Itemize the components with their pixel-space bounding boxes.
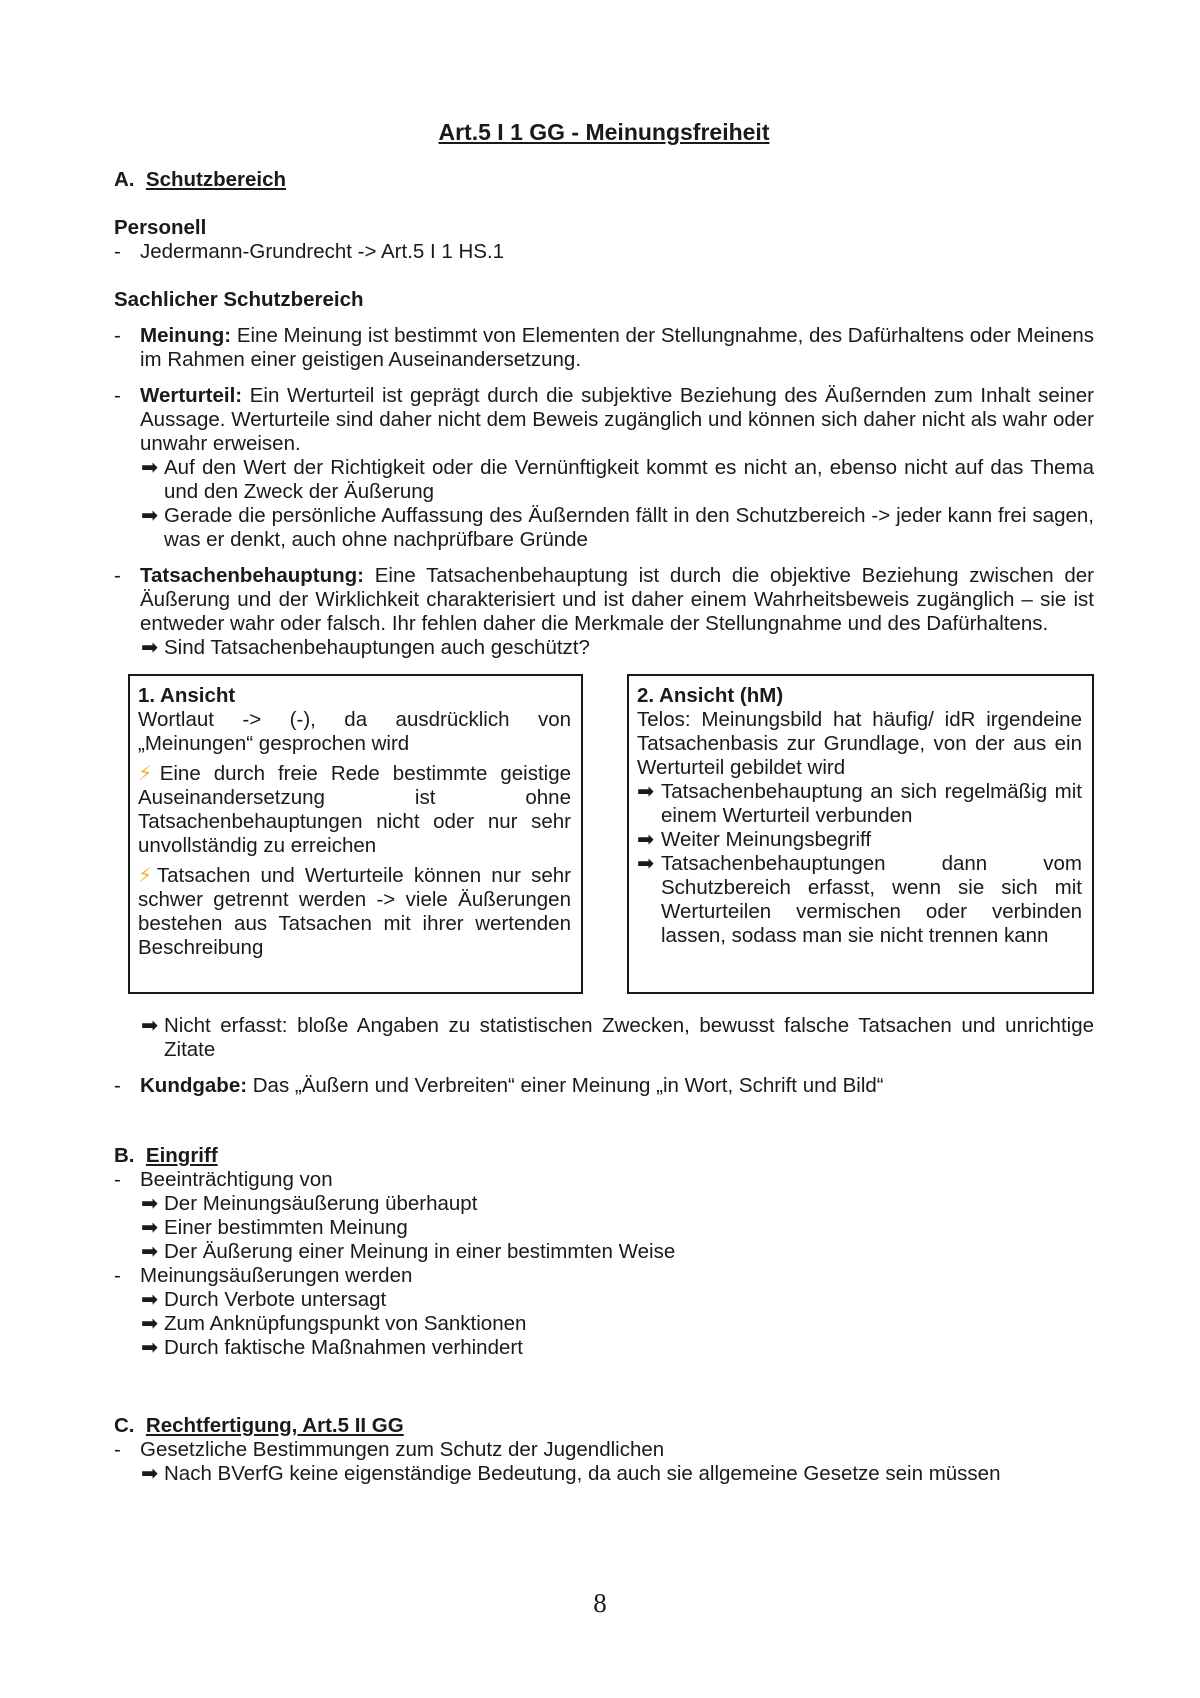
arrow-icon: ➡	[141, 1462, 159, 1485]
kundgabe-item	[114, 1074, 1094, 1098]
box2-heading: 2. Ansicht (hM)	[637, 684, 784, 707]
section-a-heading	[114, 168, 1094, 192]
eingriff-item-1: - Beeinträchtigung von	[114, 1168, 1094, 1192]
box2-line1: Telos: Meinungsbild hat häufig/ idR irgendeine Tatsachenbasis zur Grundlage, von der aus ein Werturteil gebildet wird	[637, 708, 1082, 779]
eingriff-item-1-arrow-2: ➡ Einer bestimmten Meinung	[141, 1216, 408, 1239]
werturteil-item	[114, 384, 1094, 456]
personell-item: - Jedermann-Grundrecht -> Art.5 I 1 HS.1	[114, 240, 1094, 264]
werturteil-arrow-1: ➡ Auf den Wert der Richtigkeit oder die Vernünftigkeit kommt es nicht an, ebenso nicht auf das Thema und den Zweck der Äußerung	[141, 456, 1094, 503]
box1-point2: ⚡Tatsachen und Werturteile können nur sehr schwer getrennt werden -> viele Äußerungen bestehen aus Tatsachen mit ihrer wertenden Beschreibung	[138, 864, 571, 959]
box1-point1: ⚡Eine durch freie Rede bestimmte geistige Auseinandersetzung ist ohne Tatsachenbehauptungen nicht oder nur sehr unvollständig zu erreichen	[138, 762, 571, 857]
arrow-icon: ➡	[141, 636, 159, 659]
page-number: 8	[593, 1588, 607, 1618]
page-title: Art.5 I 1 GG - Meinungsfreiheit	[438, 119, 770, 145]
box-ansicht-2	[627, 674, 1094, 994]
rechtfertigung-item-1: - Gesetzliche Bestimmungen zum Schutz der Jugendlichen	[114, 1438, 1094, 1462]
tatsachen-text: Eine Tatsachenbehauptung ist durch die objektive Beziehung zwischen der Äußerung und der Wirklichkeit charakterisiert und ist daher einem Wahrheitsbeweis zugänglich – sie ist entweder wahr oder falsch. Ihr fehlen daher die Merkmale der Stellungnahme und des Dafürhaltens.	[140, 564, 1094, 635]
arrow-icon: ➡	[637, 828, 655, 851]
meinung-text: Eine Meinung ist bestimmt von Elementen der Stellungnahme, des Dafürhaltens oder Meinens im Rahmen einer geistigen Auseinandersetzung.	[140, 324, 1094, 371]
lightning-icon: ⚡	[138, 762, 160, 785]
werturteil-term: Werturteil:	[140, 384, 243, 407]
box-ansicht-1	[128, 674, 583, 994]
arrow-icon: ➡	[141, 1216, 159, 1239]
section-a-letter: A.	[114, 168, 135, 191]
document-page	[114, 112, 1094, 1486]
sachlich-heading: Sachlicher Schutzbereich	[114, 288, 364, 311]
personell-heading: Personell	[114, 216, 207, 239]
arrow-icon: ➡	[141, 1014, 159, 1037]
arrow-icon: ➡	[141, 1192, 159, 1215]
section-c-letter: C.	[114, 1414, 135, 1437]
werturteil-arrow-2: ➡ Gerade die persönliche Auffassung des Äußernden fällt in den Schutzbereich -> jeder kann frei sagen, was er denkt, auch ohne nachprüfbare Gründe	[141, 504, 1094, 551]
box2-arrow-1: ➡ Tatsachenbehauptung an sich regelmäßig mit einem Werturteil verbunden	[637, 780, 1082, 827]
section-c-heading	[114, 1414, 1094, 1438]
meinung-item	[114, 324, 1094, 372]
arrow-icon: ➡	[637, 852, 655, 875]
arrow-icon: ➡	[637, 780, 655, 803]
lightning-icon: ⚡	[138, 864, 157, 887]
box1-line1: Wortlaut -> (-), da ausdrücklich von „Meinungen“ gesprochen wird	[138, 708, 571, 755]
tatsachen-arrow: ➡ Sind Tatsachenbehauptungen auch geschützt?	[141, 636, 590, 659]
section-c-label: Rechtfertigung, Art.5 II GG	[145, 1414, 404, 1437]
box2-arrow-3: ➡ Tatsachenbehauptungen dann vom Schutzbereich erfasst, wenn sie sich mit Werturteilen vermischen oder verbinden lassen, sodass man sie nicht trennen kann	[637, 852, 1082, 947]
nicht-erfasst-arrow: ➡ Nicht erfasst: bloße Angaben zu statistischen Zwecken, bewusst falsche Tatsachen und unrichtige Zitate	[141, 1014, 1094, 1061]
box2-arrow-2: ➡ Weiter Meinungsbegriff	[637, 828, 872, 851]
section-b-letter: B.	[114, 1144, 135, 1167]
eingriff-item-1-arrow-1: ➡ Der Meinungsäußerung überhaupt	[141, 1192, 478, 1215]
kundgabe-text: Das „Äußern und Verbreiten“ einer Meinung „in Wort, Schrift und Bild“	[247, 1074, 884, 1097]
kundgabe-term: Kundgabe:	[140, 1074, 248, 1097]
arrow-icon: ➡	[141, 1312, 159, 1335]
section-b-label: Eingriff	[145, 1144, 218, 1167]
section-a-label: Schutzbereich	[145, 168, 287, 191]
arrow-icon: ➡	[141, 456, 159, 479]
eingriff-item-2-arrow-3: ➡ Durch faktische Maßnahmen verhindert	[141, 1336, 523, 1359]
tatsachen-item	[114, 564, 1094, 636]
arrow-icon: ➡	[141, 1288, 159, 1311]
section-b-heading	[114, 1144, 1094, 1168]
rechtfertigung-item-1-arrow-1: ➡ Nach BVerfG keine eigenständige Bedeutung, da auch sie allgemeine Gesetze sein müssen	[141, 1462, 1001, 1485]
eingriff-item-2: - Meinungsäußerungen werden	[114, 1264, 1094, 1288]
arrow-icon: ➡	[141, 1240, 159, 1263]
box1-heading: 1. Ansicht	[138, 684, 236, 707]
eingriff-item-2-arrow-2: ➡ Zum Anknüpfungspunkt von Sanktionen	[141, 1312, 527, 1335]
eingriff-item-1-arrow-3: ➡ Der Äußerung einer Meinung in einer bestimmten Weise	[141, 1240, 676, 1263]
arrow-icon: ➡	[141, 504, 159, 527]
tatsachen-term: Tatsachenbehauptung:	[140, 564, 364, 587]
opinion-boxes	[128, 674, 1094, 994]
meinung-term: Meinung:	[140, 324, 232, 347]
arrow-icon: ➡	[141, 1336, 159, 1359]
eingriff-item-2-arrow-1: ➡ Durch Verbote untersagt	[141, 1288, 387, 1311]
werturteil-text: Ein Werturteil ist geprägt durch die subjektive Beziehung des Äußernden zum Inhalt seiner Aussage. Werturteile sind daher nicht dem Beweis zugänglich und können sich daher nicht als wahr oder unwahr erweisen.	[140, 384, 1094, 455]
